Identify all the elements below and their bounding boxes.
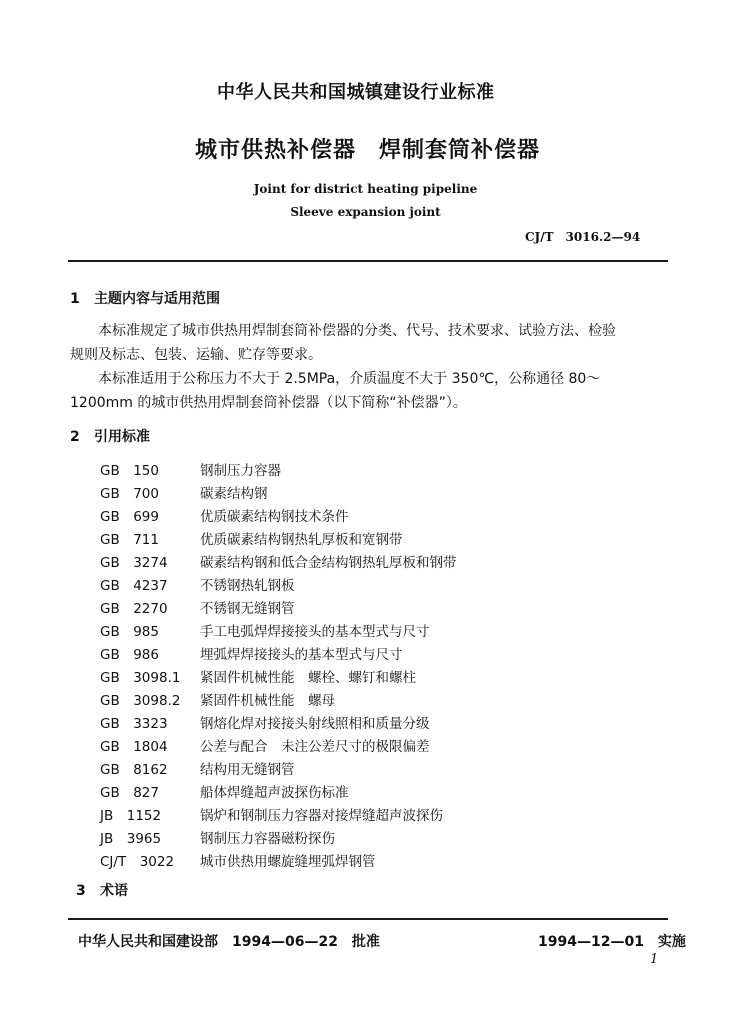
section-number: 2 xyxy=(70,429,80,445)
approval-line: 中华人民共和国建设部 1994—06—22 批准 xyxy=(78,934,380,950)
document-title-zh: 城市供热补偿器 焊制套筒补偿器 xyxy=(195,138,541,163)
issuer-line: 中华人民共和国城镇建设行业标准 xyxy=(217,82,495,103)
reference-title: 碳素结构钢 xyxy=(200,486,268,502)
reference-title: 不锈钢热轧钢板 xyxy=(200,578,295,594)
reference-title: 船体焊缝超声波探伤标准 xyxy=(200,785,349,801)
reference-code: GB 3098.1 xyxy=(100,670,181,686)
reference-title: 紧固件机械性能 螺栓、螺钉和螺柱 xyxy=(200,670,416,686)
bottom-divider xyxy=(68,918,668,920)
reference-title: 钢熔化焊对接接头射线照相和质量分级 xyxy=(200,716,430,732)
reference-code: GB 4237 xyxy=(100,578,168,594)
document-title-en-line2: Sleeve expansion joint xyxy=(290,205,441,219)
reference-title: 公差与配合 未注公差尺寸的极限偏差 xyxy=(200,739,430,755)
reference-code: GB 3274 xyxy=(100,555,168,571)
reference-title: 埋弧焊焊接接头的基本型式与尺寸 xyxy=(200,647,403,663)
reference-code: JB 3965 xyxy=(100,831,162,847)
reference-code: GB 8162 xyxy=(100,762,168,778)
page-number: 1 xyxy=(650,952,659,967)
reference-title: 手工电弧焊焊接接头的基本型式与尺寸 xyxy=(200,624,430,640)
section-title: 引用标准 xyxy=(94,429,150,445)
paragraph-1-line-2: 规则及标志、包装、运输、贮存等要求。 xyxy=(70,347,322,363)
standard-code: CJ/T 3016.2—94 xyxy=(525,230,641,244)
reference-title: 结构用无缝钢管 xyxy=(200,762,295,778)
reference-title: 城市供热用螺旋缝埋弧焊钢管 xyxy=(200,854,376,870)
reference-title: 锅炉和钢制压力容器对接焊缝超声波探伤 xyxy=(200,808,443,824)
reference-code: GB 700 xyxy=(100,486,159,502)
effective-date: 1994—12—01 实施 xyxy=(538,934,686,950)
paragraph-2-line-2: 1200mm 的城市供热用焊制套筒补偿器（以下简称“补偿器”）。 xyxy=(70,395,467,411)
reference-code: GB 699 xyxy=(100,509,159,525)
paragraph-2-line-1: 本标准适用于公称压力不大于 2.5MPa，介质温度不大于 350℃，公称通径 80～ xyxy=(98,371,601,387)
reference-code: CJ/T 3022 xyxy=(100,854,175,870)
top-divider xyxy=(68,260,668,262)
section-3-heading xyxy=(76,880,128,900)
reference-code: GB 986 xyxy=(100,647,159,663)
reference-title: 不锈钢无缝钢管 xyxy=(200,601,295,617)
section-2-heading xyxy=(70,426,150,446)
document-title-en-line1: Joint for district heating pipeline xyxy=(253,182,478,196)
section-title: 主题内容与适用范围 xyxy=(94,291,220,307)
reference-title: 优质碳素结构钢热轧厚板和宽钢带 xyxy=(200,532,403,548)
reference-title: 碳素结构钢和低合金结构钢热轧厚板和钢带 xyxy=(200,555,457,571)
reference-code: JB 1152 xyxy=(100,808,162,824)
reference-title: 钢制压力容器 xyxy=(200,463,281,479)
section-1-heading xyxy=(70,288,220,308)
reference-code: GB 3098.2 xyxy=(100,693,181,709)
paragraph-1-line-1: 本标准规定了城市供热用焊制套筒补偿器的分类、代号、技术要求、试验方法、检验 xyxy=(98,323,616,339)
reference-title: 钢制压力容器磁粉探伤 xyxy=(200,831,335,847)
reference-code: GB 827 xyxy=(100,785,159,801)
reference-code: GB 1804 xyxy=(100,739,168,755)
reference-title: 优质碳素结构钢技术条件 xyxy=(200,509,349,525)
reference-code: GB 150 xyxy=(100,463,159,479)
reference-title: 紧固件机械性能 螺母 xyxy=(200,693,335,709)
reference-code: GB 985 xyxy=(100,624,159,640)
section-title: 术语 xyxy=(100,883,128,899)
reference-code: GB 3323 xyxy=(100,716,168,732)
section-number: 1 xyxy=(70,291,80,307)
reference-code: GB 2270 xyxy=(100,601,168,617)
section-number: 3 xyxy=(76,883,86,899)
reference-code: GB 711 xyxy=(100,532,159,548)
